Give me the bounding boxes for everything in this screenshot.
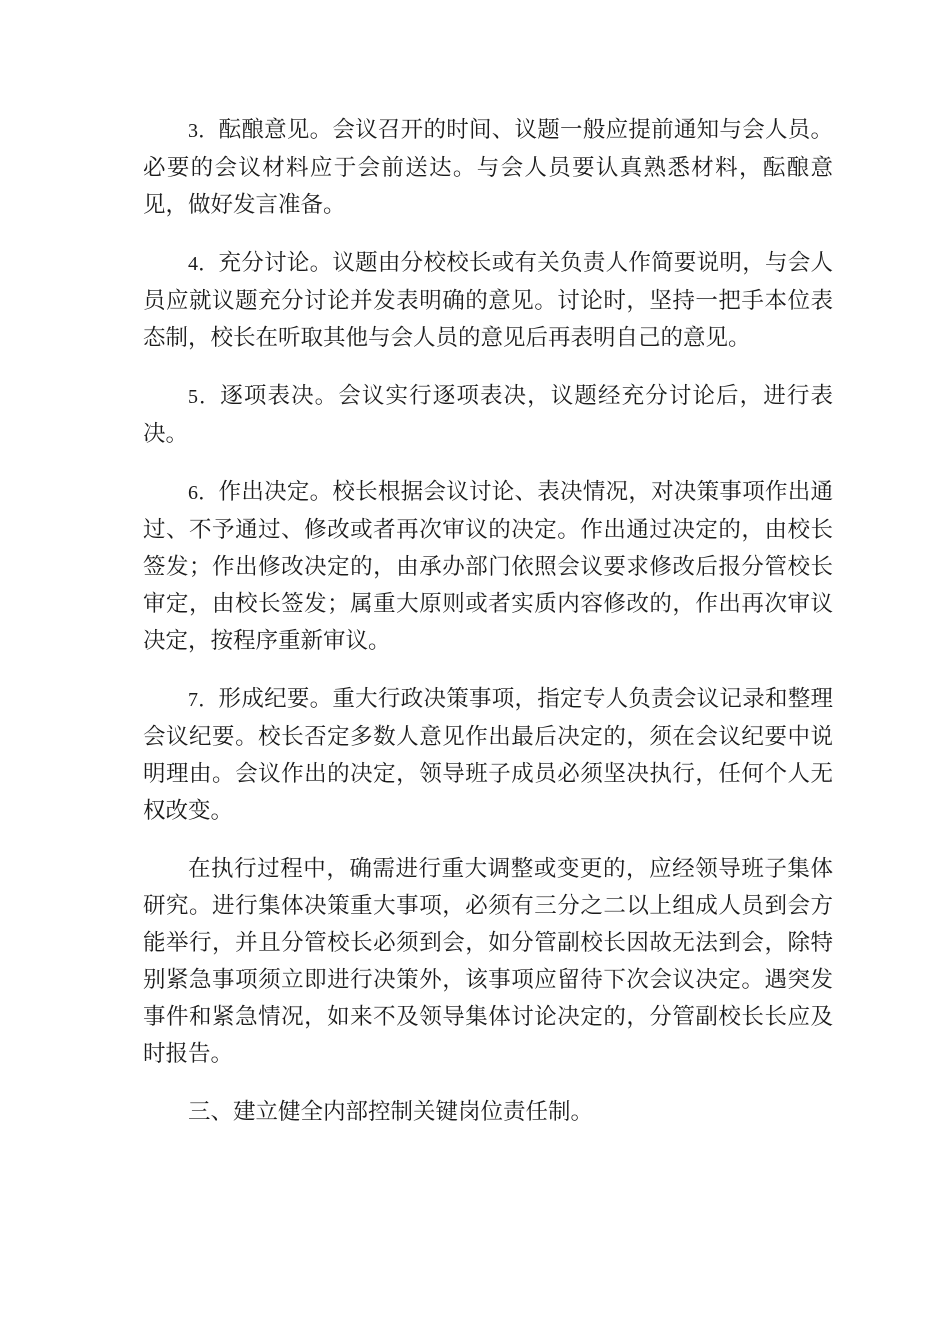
paragraph-item-5: [143, 378, 833, 453]
paragraph-item-3: [143, 112, 833, 224]
paragraph-item-4: [143, 245, 833, 357]
paragraph-number: 6．: [188, 482, 219, 504]
paragraph-number: 7．: [188, 689, 219, 711]
paragraph-item-6: [143, 474, 833, 660]
section-heading: [143, 1094, 833, 1131]
section-heading-text: 三、建立健全内部控制关键岗位责任制。: [188, 1099, 594, 1125]
paragraph-text: 在执行过程中，确需进行重大调整或变更的，应经领导班子集体研究。进行集体决策重大事项，必须有三分之二以上组成人员到会方能举行，并且分管校长必须到会，如分管副校长因故无法到会，除特别紧急事项须立即进行决策外，该事项应留待下次会议决定。遇突发事件和紧急情况，如来不及领导集体讨论决定的，分管副校长长应及时报告。: [143, 856, 833, 1067]
paragraph-text: 酝酿意见。会议召开的时间、议题一般应提前通知与会人员。必要的会议材料应于会前送达。与会人员要认真熟悉材料，酝酿意见，做好发言准备。: [143, 117, 833, 218]
paragraph-text: 形成纪要。重大行政决策事项，指定专人负责会议记录和整理会议纪要。校长否定多数人意见作出最后决定的，须在会议纪要中说明理由。会议作出的决定，领导班子成员必须坚决执行，任何个人无权改变。: [143, 686, 833, 824]
paragraph-text: 充分讨论。议题由分校校长或有关负责人作简要说明，与会人员应就议题充分讨论并发表明确的意见。讨论时，坚持一把手本位表态制，校长在听取其他与会人员的意见后再表明自己的意见。: [143, 250, 833, 351]
paragraph-item-7: [143, 681, 833, 830]
paragraph-execution: [143, 851, 833, 1073]
paragraph-number: 5．: [188, 386, 221, 408]
paragraph-number: 3．: [188, 120, 219, 142]
document-body: [143, 112, 833, 1152]
paragraph-number: 4．: [188, 253, 219, 275]
paragraph-text: 作出决定。校长根据会议讨论、表决情况，对决策事项作出通过、不予通过、修改或者再次审议的决定。作出通过决定的，由校长签发；作出修改决定的，由承办部门依照会议要求修改后报分管校长审定，由校长签发；属重大原则或者实质内容修改的，作出再次审议决定，按程序重新审议。: [143, 479, 833, 654]
paragraph-text: 逐项表决。会议实行逐项表决，议题经充分讨论后，进行表决。: [143, 383, 833, 447]
